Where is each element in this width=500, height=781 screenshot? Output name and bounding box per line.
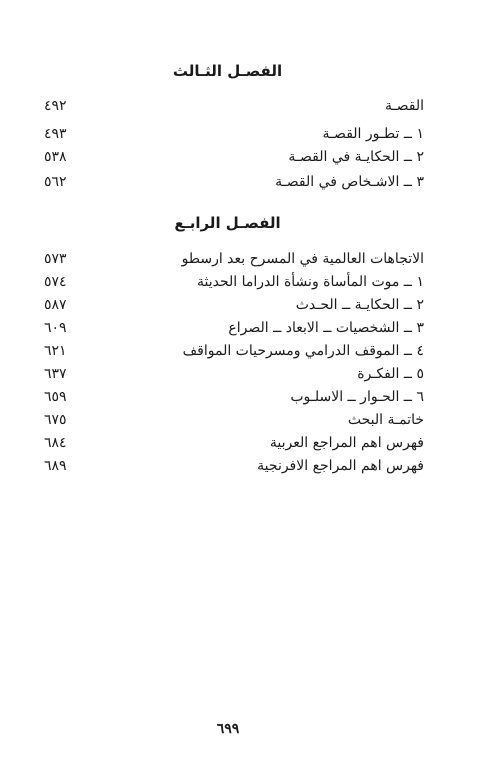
toc-entry-label: الاتجاهات العالمية في المسرح بعد ارسطو — [181, 251, 424, 267]
toc-entry-page: ٤٩٢ — [44, 98, 67, 114]
toc-entry — [44, 123, 424, 145]
toc-entry — [44, 432, 424, 454]
toc-entry — [44, 146, 424, 168]
toc-entry-page: ٦٣٧ — [44, 366, 67, 382]
page-number: ٦٩٩ — [216, 721, 240, 737]
toc-entry-label: ٥ ــ الفكـرة — [357, 366, 424, 382]
toc-entry — [44, 95, 424, 117]
chapter-four-title: الفصـل الرابـع — [174, 214, 281, 232]
toc-entry-page: ٦٥٩ — [44, 389, 67, 405]
chapter-three-title: الفصـل الثـالث — [172, 62, 283, 80]
toc-entry-page: ٤٩٣ — [44, 126, 67, 142]
toc-entry-label: ٢ ــ الحكايـة ــ الحـدث — [295, 297, 424, 313]
toc-entry-label: ٦ ــ الحـوار ــ الاسلـوب — [290, 389, 424, 405]
toc-entry-page: ٦٨٩ — [44, 458, 67, 474]
toc-entry-page: ٦٨٤ — [44, 435, 67, 451]
toc-entry-label: ١ ــ موت المأساة ونشأة الدراما الحديثة — [196, 274, 424, 290]
toc-entry-page: ٥٧٤ — [44, 274, 67, 290]
toc-entry — [44, 171, 424, 193]
toc-entry-page: ٥٧٣ — [44, 251, 67, 267]
toc-entry-label: فهرس اهم المراجع العربية — [269, 435, 424, 451]
toc-entry — [44, 317, 424, 339]
toc-entry — [44, 248, 424, 270]
toc-entry — [44, 386, 424, 408]
toc-entry-page: ٦٢١ — [44, 343, 67, 359]
toc-entry-label: ٤ ــ الموقف الدرامي ومسرحيات المواقف — [182, 343, 424, 359]
toc-entry-page: ٦٠٩ — [44, 320, 67, 336]
toc-entry — [44, 363, 424, 385]
toc-entry — [44, 340, 424, 362]
toc-entry-page: ٦٧٥ — [44, 412, 67, 428]
toc-entry-label: خاتمـة البحث — [347, 412, 424, 428]
toc-entry-label: القصـة — [385, 98, 424, 114]
toc-entry-label: ٣ ــ الاشـخاص في القصـة — [275, 174, 424, 190]
toc-entry — [44, 294, 424, 316]
toc-entry-page: ٥٣٨ — [44, 149, 67, 165]
toc-entry-label: ١ ــ تطـور القصـة — [322, 126, 424, 142]
toc-entry-label: ٣ ــ الشخصيات ــ الابعاد ــ الصراع — [228, 320, 424, 336]
toc-entry — [44, 271, 424, 293]
toc-entry-label: فهرس اهم المراجع الافرنجية — [257, 458, 424, 474]
toc-entry — [44, 409, 424, 431]
toc-entry-page: ٥٨٧ — [44, 297, 67, 313]
toc-entry — [44, 455, 424, 477]
toc-entry-page: ٥٦٢ — [44, 174, 67, 190]
toc-entry-label: ٢ ــ الحكايـة في القصـة — [288, 149, 424, 165]
